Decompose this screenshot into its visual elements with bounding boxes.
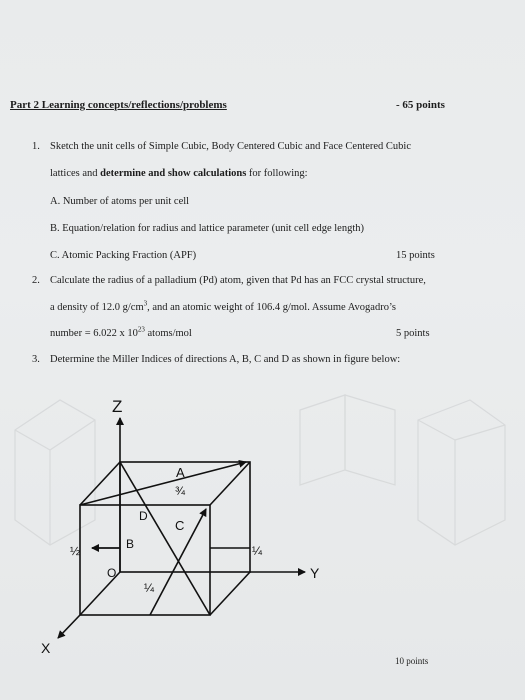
x-axis-arrow xyxy=(58,615,80,638)
origin-label: O xyxy=(107,566,117,580)
q1-item-b: B. Equation/relation for radius and lattice parameter (unit cell edge length) xyxy=(50,223,365,234)
label-d: D xyxy=(139,509,148,523)
q1-line2: lattices and determine and show calculations for following: xyxy=(50,168,308,179)
q1-item-c: C. Atomic Packing Fraction (APF) xyxy=(50,250,197,261)
fraction-half: ½ xyxy=(70,544,81,558)
q3-number: 3. xyxy=(32,354,40,365)
axis-z-label: Z xyxy=(112,397,123,416)
q2-number: 2. xyxy=(32,275,40,286)
label-a: A xyxy=(176,465,185,480)
q2-line2: a density of 12.0 $g/cm^3$, and an atomic weight of 106.4 g/mol. Assume Avogadro’s xyxy=(50,299,396,313)
label-c: C xyxy=(175,518,185,533)
q3-line1: Determine the Miller Indices of directions A, B, C and D as shown in figure below: xyxy=(50,354,401,365)
q3-points: 10 points xyxy=(395,656,429,666)
q1-number: 1. xyxy=(32,141,40,152)
q1-points: 15 points xyxy=(396,250,435,261)
q2-points: 5 points xyxy=(396,328,430,339)
q2-line3: number = 6.022 x $10^{23}$ atoms/mol xyxy=(50,325,192,339)
fraction-quarter-right: ¼ xyxy=(252,544,263,558)
q1-line1: Sketch the unit cells of Simple Cubic, Body Centered Cubic and Face Centered Cubic xyxy=(50,141,412,152)
q2-line1: Calculate the radius of a palladium (Pd) atom, given that Pd has an FCC crystal structure, xyxy=(50,275,426,286)
section-points: - 65 points xyxy=(396,99,445,111)
label-b: B xyxy=(126,537,135,551)
axis-y-label: Y xyxy=(310,565,320,581)
direction-a-arrow xyxy=(80,462,246,505)
axis-x-label: X xyxy=(41,640,51,656)
q1-item-a: A. Number of atoms per unit cell xyxy=(50,196,190,207)
fraction-quarter-bottom: ¼ xyxy=(144,581,155,595)
section-title: Part 2 Learning concepts/reflections/problems xyxy=(10,99,227,111)
fraction-three-quarter: ¾ xyxy=(175,484,186,498)
